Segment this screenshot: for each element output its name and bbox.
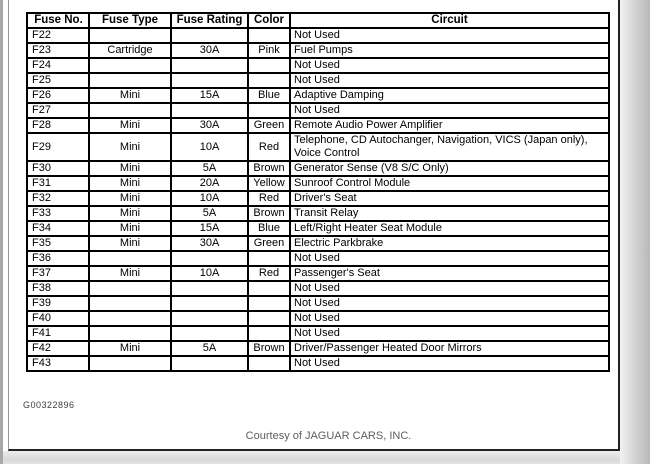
cell-color xyxy=(248,251,290,266)
cell-fuse-type: Mini xyxy=(89,341,171,356)
courtesy-note: Courtesy of JAGUAR CARS, INC. xyxy=(245,430,412,442)
cell-circuit: Not Used xyxy=(290,251,609,266)
cell-fuse-no: F33 xyxy=(27,206,89,221)
cell-fuse-type xyxy=(89,103,171,118)
cell-color: Blue xyxy=(248,221,290,236)
table-row xyxy=(27,221,609,236)
cell-color xyxy=(248,281,290,296)
cell-color xyxy=(248,296,290,311)
table-row xyxy=(27,103,609,118)
cell-circuit: Not Used xyxy=(290,73,609,88)
cell-fuse-rating xyxy=(171,326,248,341)
page-bottom-shadow xyxy=(0,451,650,464)
cell-fuse-no: F36 xyxy=(27,251,89,266)
cell-fuse-type: Mini xyxy=(89,161,171,176)
cell-fuse-rating: 10A xyxy=(171,133,248,161)
cell-fuse-type xyxy=(89,58,171,73)
cell-fuse-rating xyxy=(171,73,248,88)
table-row xyxy=(27,43,609,58)
table-row xyxy=(27,28,609,43)
cell-fuse-no: F41 xyxy=(27,326,89,341)
table-row xyxy=(27,191,609,206)
cell-color xyxy=(248,356,290,371)
cell-fuse-no: F38 xyxy=(27,281,89,296)
table-header-row xyxy=(27,13,609,28)
cell-circuit: Not Used xyxy=(290,28,609,43)
figure-id: G00322896 xyxy=(23,400,75,410)
cell-fuse-no: F22 xyxy=(27,28,89,43)
cell-fuse-no: F37 xyxy=(27,266,89,281)
cell-fuse-type: Mini xyxy=(89,221,171,236)
cell-circuit: Not Used xyxy=(290,356,609,371)
cell-fuse-no: F23 xyxy=(27,43,89,58)
cell-fuse-type: Cartridge xyxy=(89,43,171,58)
column-header-color: Color xyxy=(248,13,290,28)
cell-circuit: Driver/Passenger Heated Door Mirrors xyxy=(290,341,609,356)
cell-fuse-type: Mini xyxy=(89,191,171,206)
cell-fuse-rating: 30A xyxy=(171,118,248,133)
cell-circuit: Sunroof Control Module xyxy=(290,176,609,191)
cell-fuse-type xyxy=(89,356,171,371)
table-row xyxy=(27,206,609,221)
scanned-document-page xyxy=(8,0,620,451)
cell-color: Yellow xyxy=(248,176,290,191)
cell-circuit: Not Used xyxy=(290,311,609,326)
cell-fuse-rating xyxy=(171,281,248,296)
table-row xyxy=(27,251,609,266)
cell-fuse-no: F29 xyxy=(27,133,89,161)
column-header-fuse-rating: Fuse Rating xyxy=(171,13,248,28)
cell-fuse-type xyxy=(89,311,171,326)
column-header-fuse-no: Fuse No. xyxy=(27,13,89,28)
cell-fuse-type xyxy=(89,326,171,341)
cell-fuse-rating: 10A xyxy=(171,191,248,206)
cell-fuse-no: F35 xyxy=(27,236,89,251)
cell-fuse-type: Mini xyxy=(89,206,171,221)
cell-fuse-no: F26 xyxy=(27,88,89,103)
cell-fuse-type: Mini xyxy=(89,118,171,133)
cell-fuse-type: Mini xyxy=(89,176,171,191)
cell-fuse-no: F30 xyxy=(27,161,89,176)
cell-circuit: Not Used xyxy=(290,103,609,118)
fuse-table xyxy=(26,12,610,372)
cell-circuit: Remote Audio Power Amplifier xyxy=(290,118,609,133)
cell-circuit: Not Used xyxy=(290,296,609,311)
cell-circuit: Adaptive Damping xyxy=(290,88,609,103)
cell-fuse-no: F27 xyxy=(27,103,89,118)
cell-circuit: Driver's Seat xyxy=(290,191,609,206)
table-row xyxy=(27,176,609,191)
cell-color: Brown xyxy=(248,161,290,176)
fuse-table-body xyxy=(27,28,609,371)
cell-fuse-rating xyxy=(171,28,248,43)
cell-color xyxy=(248,311,290,326)
cell-circuit: Not Used xyxy=(290,58,609,73)
cell-fuse-no: F28 xyxy=(27,118,89,133)
table-row xyxy=(27,356,609,371)
cell-fuse-rating xyxy=(171,356,248,371)
cell-fuse-rating: 15A xyxy=(171,88,248,103)
cell-circuit: Left/Right Heater Seat Module xyxy=(290,221,609,236)
table-row xyxy=(27,296,609,311)
cell-fuse-no: F40 xyxy=(27,311,89,326)
cell-circuit: Generator Sense (V8 S/C Only) xyxy=(290,161,609,176)
cell-fuse-type xyxy=(89,296,171,311)
cell-color: Pink xyxy=(248,43,290,58)
cell-circuit: Fuel Pumps xyxy=(290,43,609,58)
cell-fuse-rating: 5A xyxy=(171,341,248,356)
cell-color xyxy=(248,103,290,118)
cell-circuit: Electric Parkbrake xyxy=(290,236,609,251)
cell-color: Green xyxy=(248,236,290,251)
cell-color: Red xyxy=(248,133,290,161)
cell-color: Green xyxy=(248,118,290,133)
cell-fuse-no: F39 xyxy=(27,296,89,311)
cell-fuse-no: F31 xyxy=(27,176,89,191)
cell-fuse-type xyxy=(89,28,171,43)
cell-fuse-no: F42 xyxy=(27,341,89,356)
cell-fuse-rating: 15A xyxy=(171,221,248,236)
table-row xyxy=(27,161,609,176)
cell-color xyxy=(248,326,290,341)
cell-circuit: Passenger's Seat xyxy=(290,266,609,281)
cell-fuse-type: Mini xyxy=(89,88,171,103)
cell-fuse-rating xyxy=(171,103,248,118)
cell-color: Brown xyxy=(248,341,290,356)
table-row xyxy=(27,236,609,251)
cell-color: Brown xyxy=(248,206,290,221)
cell-fuse-type xyxy=(89,281,171,296)
page-right-shadow xyxy=(620,0,650,464)
cell-color: Blue xyxy=(248,88,290,103)
table-row xyxy=(27,281,609,296)
cell-circuit: Not Used xyxy=(290,281,609,296)
cell-fuse-type xyxy=(89,251,171,266)
table-row xyxy=(27,88,609,103)
cell-color xyxy=(248,28,290,43)
table-row xyxy=(27,341,609,356)
cell-color: Red xyxy=(248,266,290,281)
cell-fuse-rating xyxy=(171,251,248,266)
cell-fuse-rating: 5A xyxy=(171,161,248,176)
cell-fuse-no: F43 xyxy=(27,356,89,371)
screenshot-left-edge xyxy=(0,0,3,464)
cell-color: Red xyxy=(248,191,290,206)
cell-fuse-rating xyxy=(171,311,248,326)
table-row xyxy=(27,73,609,88)
table-row xyxy=(27,311,609,326)
cell-fuse-type: Mini xyxy=(89,266,171,281)
cell-fuse-type xyxy=(89,73,171,88)
cell-circuit: Telephone, CD Autochanger, Navigation, VICS (Japan only), Voice Control xyxy=(290,133,609,161)
table-row xyxy=(27,266,609,281)
cell-fuse-no: F25 xyxy=(27,73,89,88)
cell-fuse-rating: 10A xyxy=(171,266,248,281)
cell-fuse-no: F32 xyxy=(27,191,89,206)
column-header-circuit: Circuit xyxy=(290,13,609,28)
table-row xyxy=(27,118,609,133)
cell-circuit: Not Used xyxy=(290,326,609,341)
cell-fuse-no: F34 xyxy=(27,221,89,236)
table-row xyxy=(27,58,609,73)
cell-fuse-rating xyxy=(171,296,248,311)
cell-color xyxy=(248,58,290,73)
cell-fuse-type: Mini xyxy=(89,236,171,251)
cell-fuse-type: Mini xyxy=(89,133,171,161)
cell-fuse-rating: 5A xyxy=(171,206,248,221)
cell-fuse-rating: 30A xyxy=(171,236,248,251)
cell-fuse-rating: 20A xyxy=(171,176,248,191)
column-header-fuse-type: Fuse Type xyxy=(89,13,171,28)
cell-fuse-rating xyxy=(171,58,248,73)
cell-fuse-no: F24 xyxy=(27,58,89,73)
cell-color xyxy=(248,73,290,88)
cell-circuit: Transit Relay xyxy=(290,206,609,221)
cell-fuse-rating: 30A xyxy=(171,43,248,58)
table-row xyxy=(27,326,609,341)
table-row xyxy=(27,133,609,161)
